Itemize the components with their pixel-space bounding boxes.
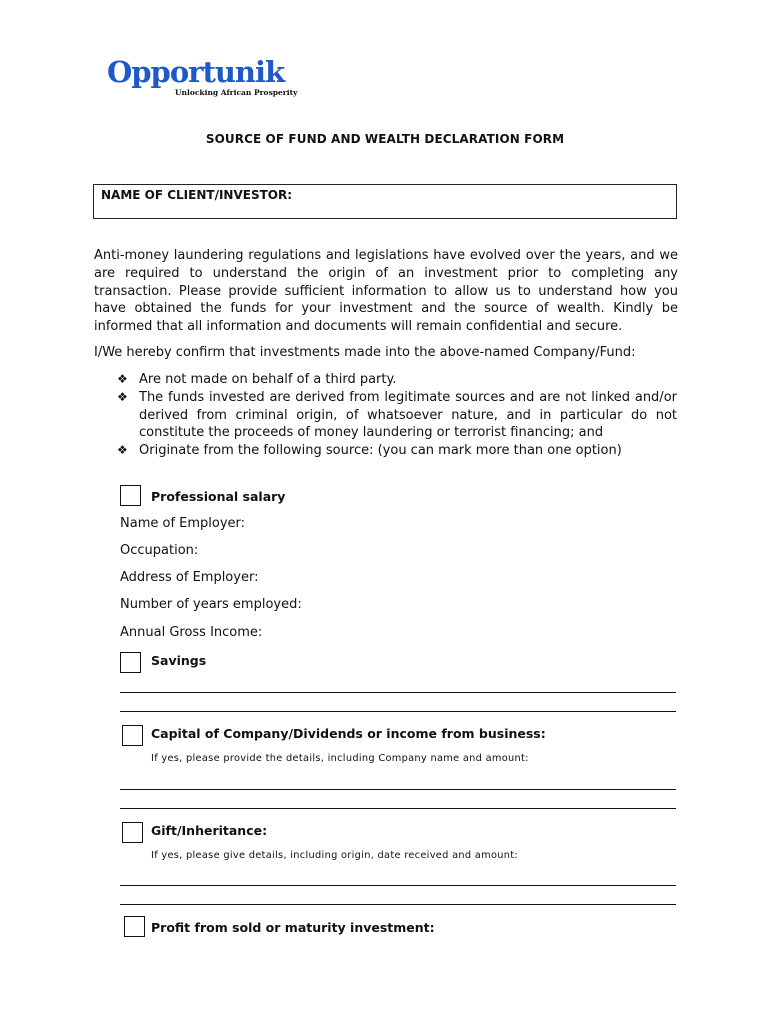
diamond-bullet-icon: ❖ [117,372,128,386]
occupation-label: Occupation: [120,543,199,558]
business-label: Capital of Company/Dividends or income from business: [151,726,546,741]
gift-label: Gift/Inheritance: [151,823,268,838]
salary-checkbox[interactable] [120,485,141,506]
list-item-text: Are not made on behalf of a third party. [139,372,397,387]
business-input-line[interactable] [120,789,676,790]
list-item [117,442,677,460]
employer-name-label: Name of Employer: [120,516,246,531]
gift-input-line[interactable] [120,885,676,886]
form-title: SOURCE OF FUND AND WEALTH DECLARATION FORM [205,132,565,146]
logo-name: Opportuni [107,55,266,89]
gift-input-line[interactable] [120,904,676,905]
list-item [117,371,677,389]
business-note: If yes, please provide the details, including Company name and amount: [151,753,529,764]
diamond-bullet-icon: ❖ [117,443,128,458]
list-item-text: Originate from the following source: (you can mark more than one option) [139,443,622,459]
logo-name-end: k [265,55,285,89]
investment-label: Profit from sold or maturity investment: [151,920,435,935]
salary-label: Professional salary [151,489,286,504]
savings-label: Savings [151,653,207,668]
list-item [117,389,677,442]
business-checkbox[interactable] [122,725,143,746]
list-item-text: The funds invested are derived from legitimate sources and are not linked and/or derived from criminal origin, of whatsoever nature, and in particular do not constitute the proceeds of money laundering or terrorist financing; and [139,389,677,441]
diamond-bullet-icon: ❖ [117,389,128,404]
business-input-line[interactable] [120,808,676,809]
client-name-label: NAME OF CLIENT/INVESTOR: [101,188,293,202]
annual-income-label: Annual Gross Income: [120,625,263,640]
savings-input-line[interactable] [120,692,676,693]
logo-tagline: Unlocking African Prosperity [175,88,298,97]
intro-paragraph: Anti-money laundering regulations and legislations have evolved over the years, and we are required to understand the origin of an investment prior to completing any transaction. Please provide sufficient information to allow us to understand how you have obtained the funds for your investment and the source of wealth. Kindly be informed that all information and documents will remain confidential and secure. [94,248,678,335]
gift-checkbox[interactable] [122,822,143,843]
savings-checkbox[interactable] [120,652,141,673]
employer-address-label: Address of Employer: [120,570,259,585]
company-logo [107,54,284,90]
savings-input-line[interactable] [120,711,676,712]
years-employed-label: Number of years employed: [120,597,302,612]
investment-checkbox[interactable] [124,916,145,937]
gift-note: If yes, please give details, including origin, date received and amount: [151,850,519,861]
confirmation-list [117,371,677,460]
confirmation-statement: I/We hereby confirm that investments made into the above-named Company/Fund: [94,345,636,360]
